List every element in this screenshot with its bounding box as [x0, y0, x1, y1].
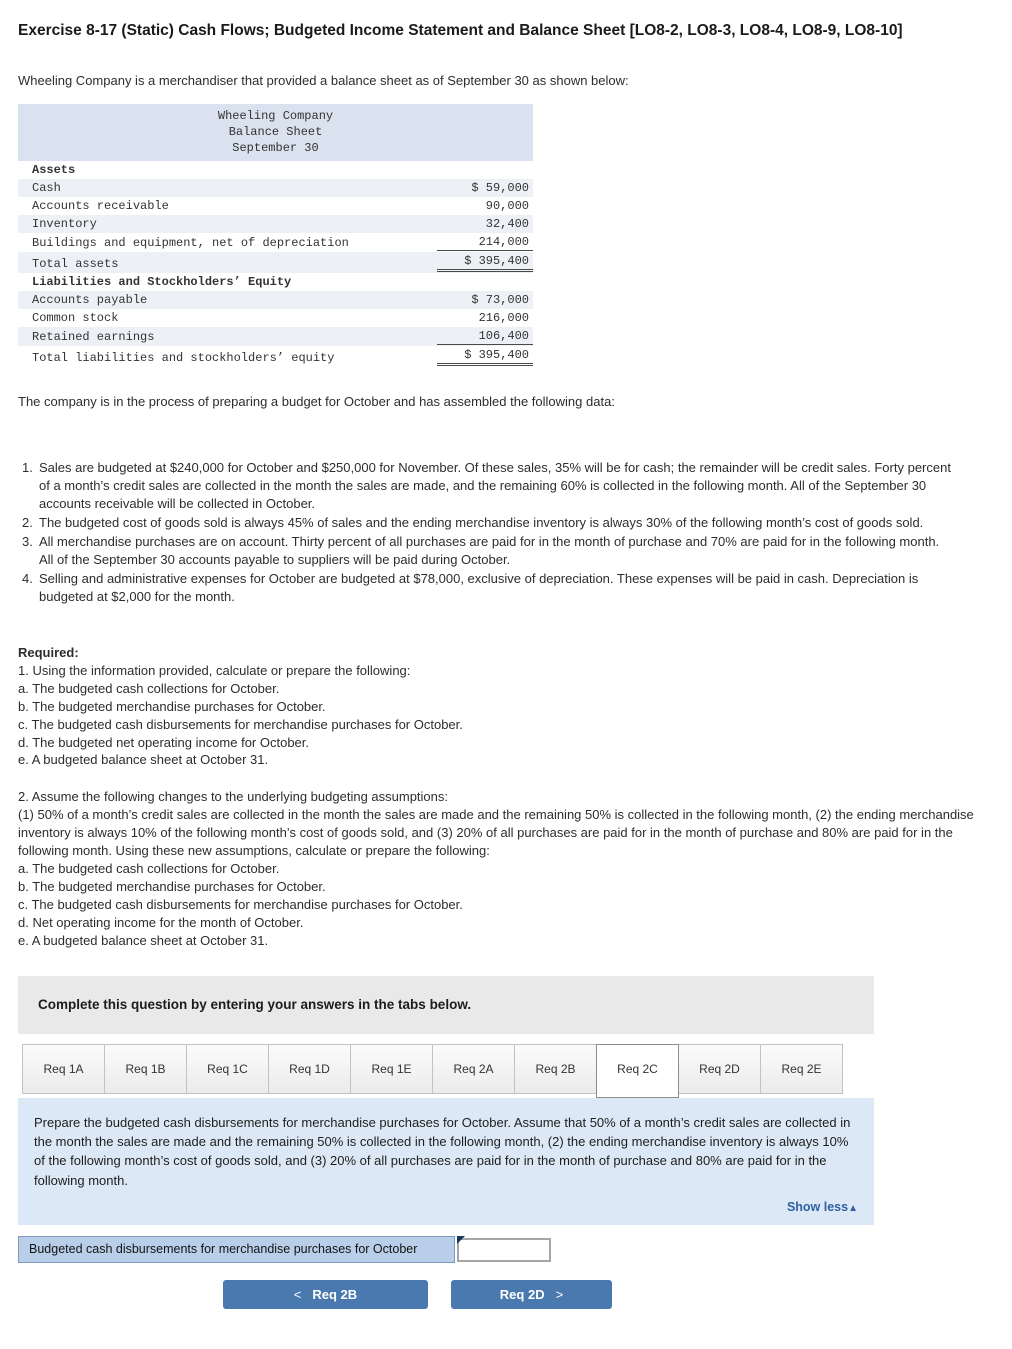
table-row: [18, 233, 533, 252]
tab-req-2e[interactable]: Req 2E: [760, 1044, 843, 1094]
row-amount: 214,000: [437, 234, 533, 251]
exercise-title: Exercise 8-17 (Static) Cash Flows; Budgeted Income Statement and Balance Sheet [LO8-2, LO8-3, LO8-4, LO8-9, LO8-10]: [18, 22, 903, 39]
row-label: Accounts receivable: [32, 199, 169, 214]
required-item: d. Net operating income for the month of October.: [18, 914, 304, 930]
instruction-banner: Complete this question by entering your answers in the tabs below.: [18, 976, 874, 1035]
list-item: [22, 570, 956, 606]
required-item: b. The budgeted merchandise purchases for October.: [18, 698, 326, 714]
balance-sheet-header: [18, 104, 533, 161]
item-text: The budgeted cost of goods sold is always 45% of sales and the ending merchandise inventory is always 30% of the following month’s cost of goods sold.: [39, 515, 924, 531]
table-row: [18, 161, 533, 179]
tab-bar: [22, 1044, 874, 1094]
table-row: [18, 179, 533, 197]
answer-row: [18, 1236, 874, 1263]
table-row: [18, 291, 533, 309]
row-label: Buildings and equipment, net of depreciation: [32, 236, 349, 251]
required-item: e. A budgeted balance sheet at October 31.: [18, 932, 269, 948]
table-row-total: [18, 252, 533, 273]
row-label: Accounts payable: [32, 293, 148, 308]
prev-tab-button[interactable]: [223, 1280, 428, 1309]
table-row-total: [18, 346, 533, 367]
tab-req-2c[interactable]: Req 2C: [596, 1044, 679, 1098]
question-panel: [18, 1098, 874, 1225]
collapse-arrow-icon: ▲: [848, 1202, 858, 1214]
budget-data-intro: The company is in the process of preparing a budget for October and has assembled the following data:: [18, 394, 615, 410]
item-text: Selling and administrative expenses for October are budgeted at $78,000, exclusive of depreciation. These expenses will be paid in cash. Depreciation is budgeted at $2,000 for the month.: [39, 570, 919, 604]
required-section: [18, 644, 992, 950]
table-row: [18, 327, 533, 346]
row-label: Common stock: [32, 311, 119, 326]
item-text: All merchandise purchases are on account. Thirty percent of all purchases are paid for in the month of purchase and 70% are paid for in the following month. All of the September 30 accounts payable to suppliers will be paid during October.: [39, 534, 940, 568]
row-label: Inventory: [32, 217, 97, 232]
row-label: Cash: [32, 181, 61, 196]
item-number: 1.: [22, 460, 33, 476]
required-part2-intro: 2. Assume the following changes to the underlying budgeting assumptions:: [18, 789, 448, 805]
answer-input-wrap: [457, 1238, 551, 1262]
question-instruction: Prepare the budgeted cash disbursements for merchandise purchases for October. Assume that 50% of a month’s credit sales are collected in the month the sales are made and the remaining 50% is collected in the following month, (2) the ending merchandise inventory is always 10% of the following month’s cost of goods sold, and (3) 20% of all purchases are paid for in the month of purchase and 80% are paid for in the following month.: [34, 1115, 851, 1188]
tab-req-1e[interactable]: Req 1E: [350, 1044, 433, 1094]
row-amount: 216,000: [478, 311, 529, 326]
tab-req-1b[interactable]: Req 1B: [104, 1044, 187, 1094]
chevron-right-icon: >: [555, 1287, 564, 1303]
show-less-label: Show less: [786, 1199, 849, 1214]
row-amount: 106,400: [437, 328, 533, 345]
row-label: Retained earnings: [32, 330, 155, 345]
required-item: e. A budgeted balance sheet at October 31.: [18, 752, 269, 768]
table-row: [18, 273, 533, 291]
list-item: [22, 533, 956, 569]
answer-widget: [18, 976, 874, 1310]
row-label: Assets: [32, 163, 76, 178]
prev-tab-label: Req 2B: [312, 1287, 358, 1303]
required-item: c. The budgeted cash disbursements for merchandise purchases for October.: [18, 716, 463, 732]
intro-paragraph: Wheeling Company is a merchandiser that provided a balance sheet as of September 30 as shown below:: [18, 73, 629, 89]
balance-sheet-date: September 30: [232, 141, 319, 156]
row-label: Total assets: [32, 257, 119, 272]
row-amount: $ 395,400: [437, 253, 533, 272]
tab-req-1d[interactable]: Req 1D: [268, 1044, 351, 1094]
list-item: [22, 514, 956, 532]
required-item: c. The budgeted cash disbursements for merchandise purchases for October.: [18, 897, 463, 913]
item-number: 4.: [22, 570, 33, 586]
tab-req-2b[interactable]: Req 2B: [514, 1044, 597, 1094]
balance-sheet-statement: Balance Sheet: [228, 125, 323, 140]
balance-sheet-company: Wheeling Company: [217, 109, 334, 124]
item-text: Sales are budgeted at $240,000 for October and $250,000 for November. Of these sales, 35% will be for cash; the remainder will be credit sales. Forty percent of a month’s credit sales are collected in the month the sales are made, and the remaining 60% is collected in the following month. All of the September 30 accounts receivable will be collected in October.: [39, 460, 951, 512]
tab-req-1a[interactable]: Req 1A: [22, 1044, 105, 1094]
answer-input[interactable]: [457, 1238, 551, 1262]
row-amount: 32,400: [485, 217, 529, 232]
tab-nav-buttons: [223, 1280, 874, 1309]
row-amount: $ 73,000: [471, 293, 529, 308]
answer-row-label: Budgeted cash disbursements for merchandise purchases for October: [18, 1236, 455, 1263]
required-item: a. The budgeted cash collections for October.: [18, 861, 280, 877]
item-number: 3.: [22, 534, 33, 550]
next-tab-label: Req 2D: [499, 1287, 545, 1303]
table-row: [18, 215, 533, 233]
required-item: a. The budgeted cash collections for October.: [18, 680, 280, 696]
list-item: [22, 459, 956, 513]
table-row: [18, 197, 533, 215]
required-part1-intro: 1. Using the information provided, calculate or prepare the following:: [18, 662, 411, 678]
required-heading: Required:: [18, 644, 79, 660]
item-number: 2.: [22, 515, 33, 531]
show-less-toggle[interactable]: [34, 1199, 858, 1216]
tab-req-1c[interactable]: Req 1C: [186, 1044, 269, 1094]
required-part2-body: (1) 50% of a month’s credit sales are collected in the month the sales are made and the remaining 50% is collected in the following month, (2) the ending merchandise inventory is always 10% of the following month’s cost of goods sold, and (3) 20% of all purchases are paid for in the month of purchase and 80% are paid for in the following month. Using these new assumptions, calculate or prepare the following:: [18, 807, 974, 859]
row-label: Total liabilities and stockholders’ equity: [32, 351, 335, 366]
chevron-left-icon: <: [293, 1287, 302, 1303]
row-amount: 90,000: [485, 199, 529, 214]
required-item: d. The budgeted net operating income for October.: [18, 734, 310, 750]
next-tab-button[interactable]: [451, 1280, 612, 1309]
balance-sheet-table: [18, 104, 533, 367]
answer-marker-icon: [457, 1236, 465, 1244]
row-label: Liabilities and Stockholders’ Equity: [32, 275, 292, 290]
required-item: b. The budgeted merchandise purchases for October.: [18, 879, 326, 895]
tab-req-2a[interactable]: Req 2A: [432, 1044, 515, 1094]
row-amount: $ 59,000: [471, 181, 529, 196]
tab-req-2d[interactable]: Req 2D: [678, 1044, 761, 1094]
assumptions-list: [18, 459, 956, 606]
row-amount: $ 395,400: [437, 347, 533, 366]
table-row: [18, 309, 533, 327]
